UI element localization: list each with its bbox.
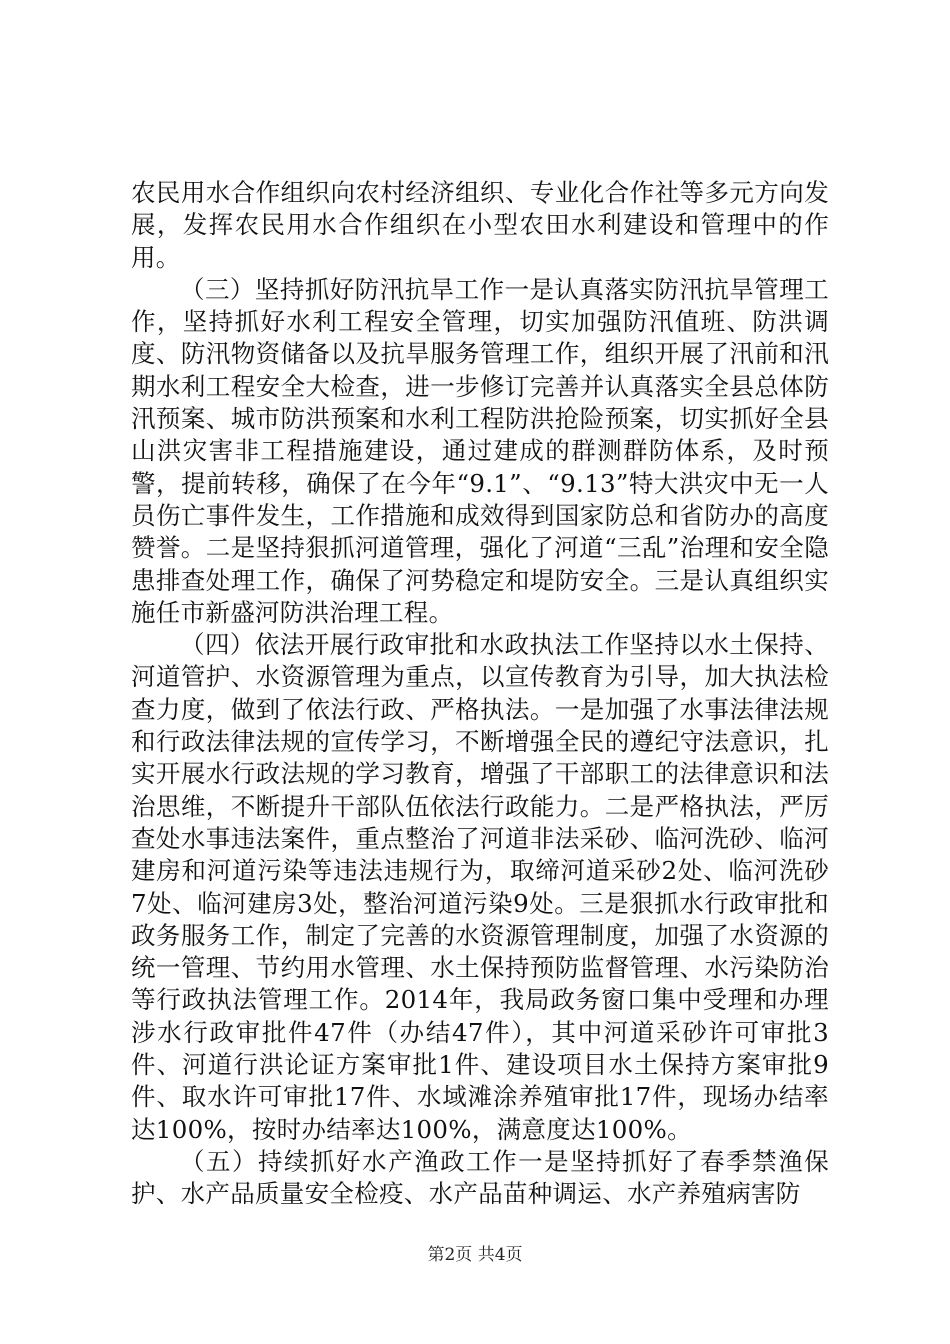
paragraph-continuation: 农民用水合作组织向农村经济组织、专业化合作社等多元方向发展，发挥农民用水合作组织在小型农田水利建设和管理中的作用。 [131, 178, 829, 272]
paragraph-fishery: （五）持续抓好水产渔政工作一是坚持抓好了春季禁渔保护、水产品质量安全检疫、水产品苗种调运、水产养殖病害防 [131, 1146, 829, 1209]
paragraph-administrative-approval: （四）依法开展行政审批和水政执法工作坚持以水土保持、河道管护、水资源管理为重点，以宣传教育为引导，加大执法检查力度，做到了依法行政、严格执法。一是加强了水事法律法规和行政法律法规的宣传学习，不断增强全民的遵纪守法意识，扎实开展水行政法规的学习教育，增强了干部职工的法律意识和法治思维，不断提升干部队伍依法行政能力。二是严格执法，严厉查处水事违法案件，重点整治了河道非法采砂、临河洗砂、临河建房和河道污染等违法违规行为，取缔河道采砂2处、临河洗砂7处、临河建房3处，整治河道污染9处。三是狠抓水行政审批和政务服务工作，制定了完善的水资源管理制度，加强了水资源的统一管理、节约用水管理、水土保持预防监督管理、水污染防治等行政执法管理工作。2014年，我局政务窗口集中受理和办理涉水行政审批件47件（办结47件），其中河道采砂许可审批3件、河道行洪论证方案审批1件、建设项目水土保持方案审批9件、取水许可审批17件、水域滩涂养殖审批17件，现场办结率达100%，按时办结率达100%，满意度达100%。 [131, 630, 830, 1144]
paragraph-flood-control: （三）坚持抓好防汛抗旱工作一是认真落实防汛抗旱管理工作，坚持抓好水利工程安全管理，切实加强防汛值班、防洪调度、防汛物资储备以及抗旱服务管理工作，组织开展了汛前和汛期水利工程安全大检查，进一步修订完善并认真落实全县总体防汛预案、城市防洪预案和水利工程防洪抢险预案，切实抓好全县山洪灾害非工程措施建设，通过建成的群测群防体系，及时预警，提前转移，确保了在今年“9.1”、“9.13”特大洪灾中无一人员伤亡事件发生，工作措施和成效得到国家防总和省防办的高度赞誉。二是坚持狠抓河道管理，强化了河道“三乱”治理和安全隐患排查处理工作，确保了河势稳定和堤防安全。三是认真组织实施任市新盛河防洪治理工程。 [131, 274, 829, 627]
page-footer: 第2页 共4页 [427, 1245, 523, 1265]
document-body [131, 177, 829, 1211]
